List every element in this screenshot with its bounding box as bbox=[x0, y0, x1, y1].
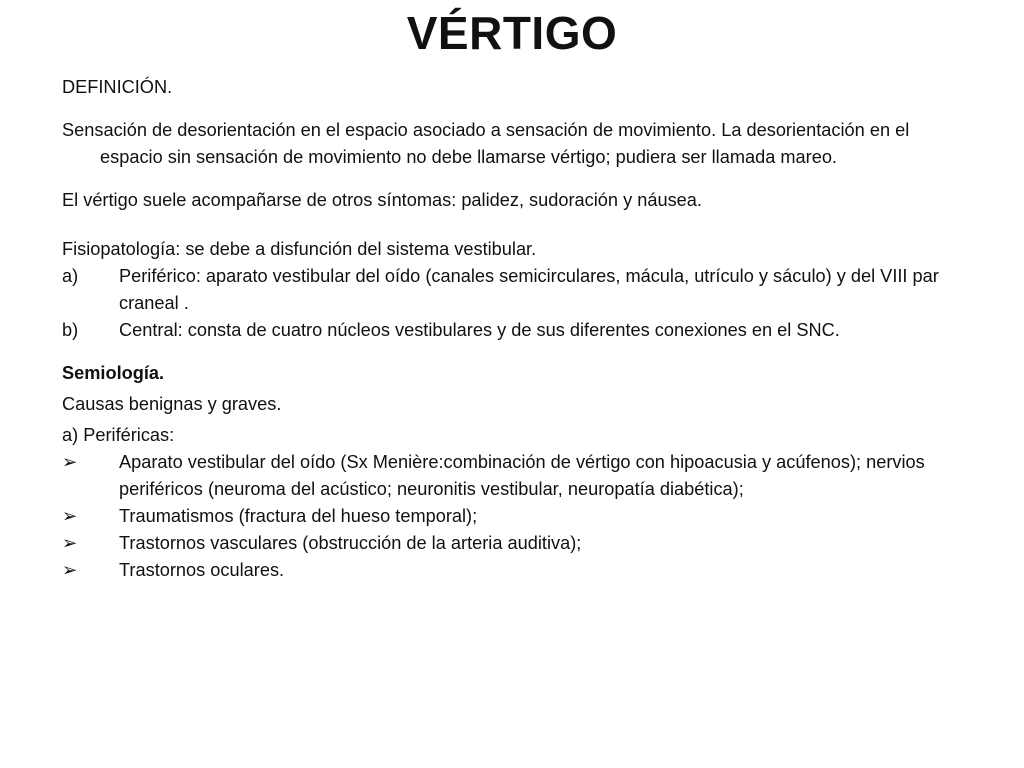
item-text: Periférico: aparato vestibular del oído (canales semicirculares, mácula, utrículo y sáculo) y del VIII par craneal . bbox=[119, 266, 939, 313]
physiopathology-item-a bbox=[62, 263, 962, 317]
definition-text: Sensación de desorientación en el espacio asociado a sensación de movimiento. La desorientación en el espacio sin sensación de movimiento no debe llamarse vértigo; pudiera ser llamada mareo. bbox=[62, 120, 910, 167]
item-text: Trastornos vasculares (obstrucción de la arteria auditiva); bbox=[119, 533, 582, 553]
definition-heading: DEFINICIÓN. bbox=[62, 77, 173, 97]
item-marker: b) bbox=[62, 320, 79, 340]
semiology-heading: Semiología. bbox=[62, 363, 165, 383]
peripheral-heading: a) Periféricas: bbox=[62, 425, 175, 445]
peripheral-item-4 bbox=[62, 557, 962, 584]
causes-text: Causas benignas y graves. bbox=[62, 394, 282, 414]
peripheral-item-2 bbox=[62, 503, 962, 530]
slide-title: VÉRTIGO bbox=[406, 7, 618, 59]
slide-content bbox=[62, 74, 962, 584]
arrow-bullet-icon: ➢ bbox=[62, 560, 78, 580]
item-text: Aparato vestibular del oído (Sx Menière:combinación de vértigo con hipoacusia y acúfenos); nervios periféricos (neuroma del acústico; neuronitis vestibular, neuropatía diabética); bbox=[119, 452, 925, 499]
arrow-bullet-icon: ➢ bbox=[62, 506, 78, 526]
item-text: Trastornos oculares. bbox=[119, 560, 285, 580]
arrow-bullet-icon: ➢ bbox=[62, 452, 78, 472]
arrow-bullet-icon: ➢ bbox=[62, 533, 78, 553]
symptoms-text: El vértigo suele acompañarse de otros síntomas: palidez, sudoración y náusea. bbox=[62, 190, 702, 210]
peripheral-item-1 bbox=[62, 449, 962, 503]
item-marker: a) bbox=[62, 266, 79, 286]
item-text: Traumatismos (fractura del hueso temporal); bbox=[119, 506, 478, 526]
item-text: Central: consta de cuatro núcleos vestibulares y de sus diferentes conexiones en el SNC. bbox=[119, 320, 840, 340]
peripheral-item-3 bbox=[62, 530, 962, 557]
physiopathology-item-b bbox=[62, 317, 962, 344]
physiopathology-heading: Fisiopatología: se debe a disfunción del sistema vestibular. bbox=[62, 239, 537, 259]
